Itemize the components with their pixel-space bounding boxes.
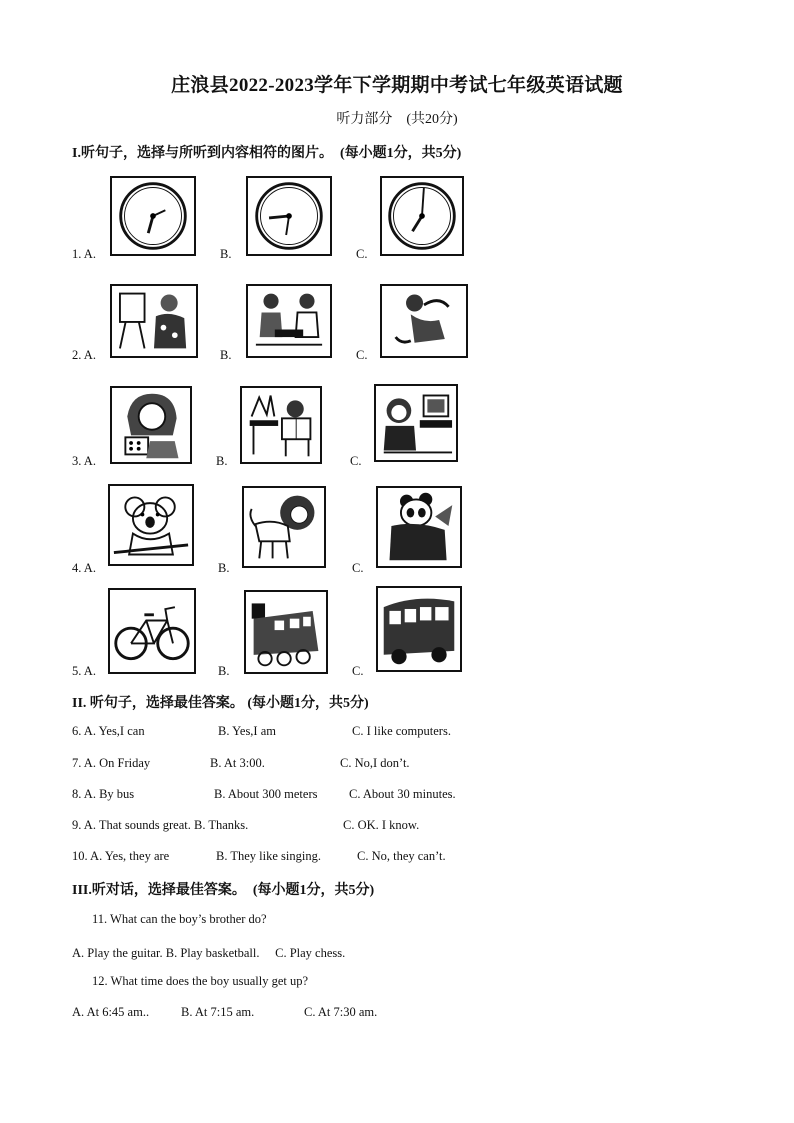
bicycle-icon (108, 588, 196, 674)
q2-label-c: C. (356, 348, 368, 362)
section1-heading: I.听句子，选择与所听到内容相符的图片。 (每小题1分，共5分) (72, 146, 462, 161)
q2-label-b: B. (220, 348, 232, 362)
q4-label-b: B. (218, 561, 230, 575)
bus-icon (376, 586, 462, 672)
q8-option-c: C. About 30 minutes. (349, 787, 456, 801)
q9-option-a: 9. A. That sounds great. B. Thanks. (72, 818, 249, 832)
q7-option-b: B. At 3:00. (210, 756, 265, 770)
section2-heading: II. 听句子，选择最佳答案。 (每小题1分，共5分) (72, 696, 369, 711)
q6-option-b: B. Yes,I am (218, 724, 276, 738)
phone-girl-icon (110, 386, 192, 464)
q1-label-a: 1. A. (72, 247, 96, 261)
reading-person-icon (240, 386, 322, 464)
page-subtitle: 听力部分 (共20分) (336, 112, 458, 127)
q3-label-a: 3. A. (72, 454, 96, 468)
clock-icon (380, 176, 464, 256)
lion-icon (242, 486, 326, 568)
q6-option-c: C. I like computers. (352, 724, 451, 738)
chess-players-icon (246, 284, 332, 358)
q2-label-a: 2. A. (72, 348, 96, 362)
clock-icon (110, 176, 196, 256)
q8-option-a: 8. A. By bus (72, 787, 135, 801)
q11-options: A. Play the guitar. B. Play basketball. C. Play chess. (72, 946, 346, 960)
q5-label-a: 5. A. (72, 664, 96, 678)
q12-option-b: B. At 7:15 am. (181, 1005, 255, 1019)
q3-label-b: B. (216, 454, 228, 468)
q10-option-b: B. They like singing. (216, 849, 321, 863)
panda-icon (376, 486, 462, 568)
q6-option-a: 6. A. Yes,I can (72, 724, 145, 738)
q8-option-b: B. About 300 meters (214, 787, 318, 801)
q4-label-a: 4. A. (72, 561, 96, 575)
clock-icon (246, 176, 332, 256)
q10-option-a: 10. A. Yes, they are (72, 849, 170, 863)
q5-label-b: B. (218, 664, 230, 678)
q7-option-c: C. No,I don’t. (340, 756, 410, 770)
q7-option-a: 7. A. On Friday (72, 756, 151, 770)
computer-boy-icon (374, 384, 458, 462)
q5-label-c: C. (352, 664, 364, 678)
q9-option-c: C. OK. I know. (343, 818, 420, 832)
page-title: 庄浪县2022-2023学年下学期期中考试七年级英语试题 (171, 75, 623, 96)
train-icon (244, 590, 328, 674)
q3-label-c: C. (350, 454, 362, 468)
dancing-person-icon (380, 284, 468, 358)
q12-option-a: A. At 6:45 am.. (72, 1005, 150, 1019)
painting-person-icon (110, 284, 198, 358)
section3-heading: III.听对话，选择最佳答案。 (每小题1分，共5分) (72, 883, 375, 898)
q12-option-c: C. At 7:30 am. (304, 1005, 378, 1019)
q11-question: 11. What can the boy’s brother do? (92, 912, 267, 926)
q4-label-c: C. (352, 561, 364, 575)
q1-label-b: B. (220, 247, 232, 261)
q12-question: 12. What time does the boy usually get up? (92, 974, 309, 988)
q1-label-c: C. (356, 247, 368, 261)
koala-icon (108, 484, 194, 566)
q10-option-c: C. No, they can’t. (357, 849, 446, 863)
